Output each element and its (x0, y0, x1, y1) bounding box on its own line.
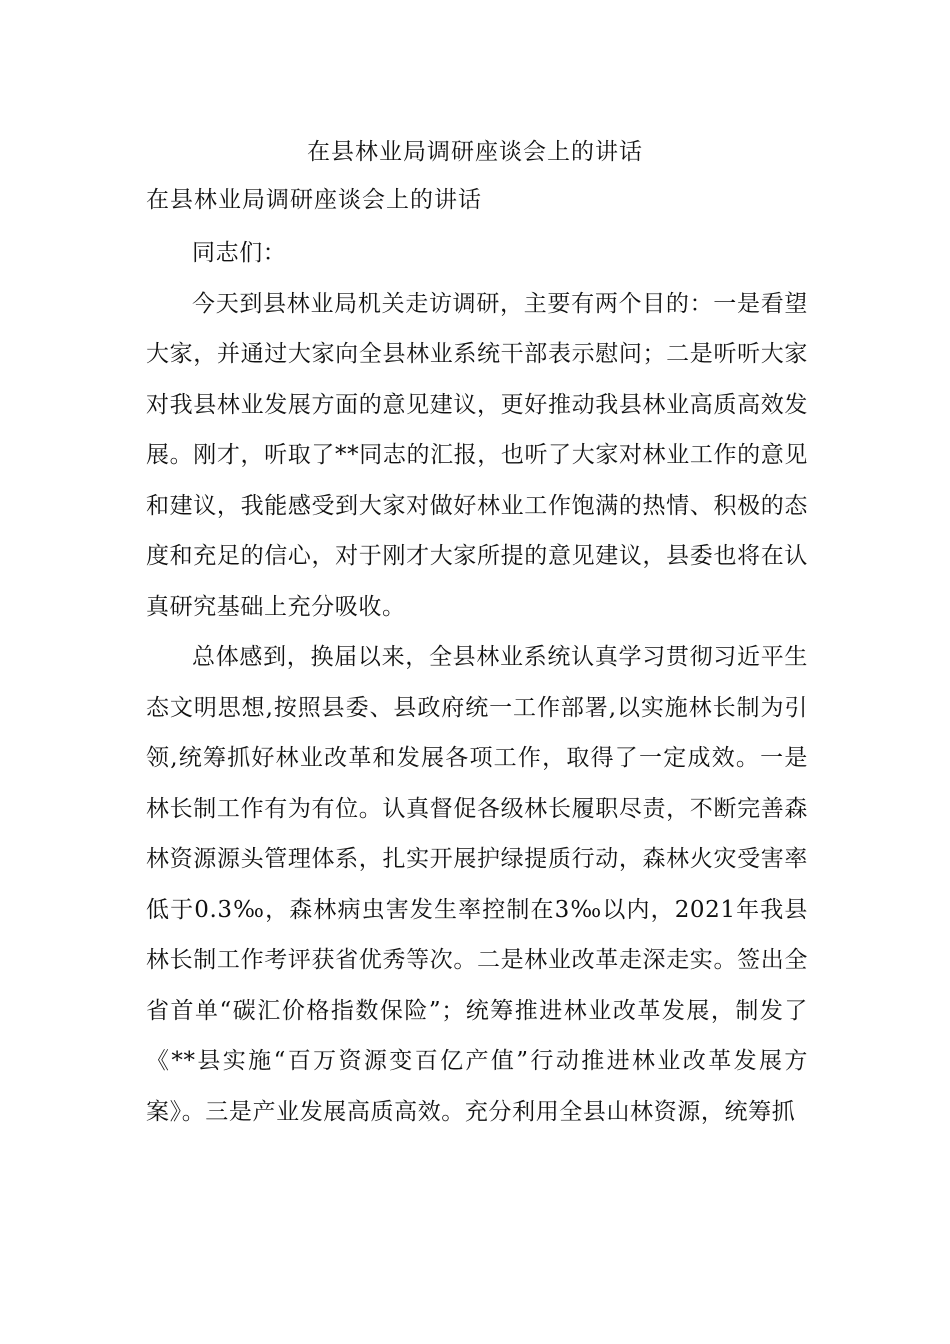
document-body (146, 228, 808, 1137)
salutation: 同志们： (192, 240, 287, 266)
document-subtitle: 在县林业局调研座谈会上的讲话 (146, 187, 482, 213)
body-paragraph: 总体感到，换届以来，全县林业系统认真学习贯彻习近平生态文明思想,按照县委、县政府统一工作部署,以实施林长制为引领,统筹抓好林业改革和发展各项工作，取得了一定成效。一是林长制工作有为有位。认真督促各级林长履职尽责，不断完善森林资源源头管理体系，扎实开展护绿提质行动，森林火灾受害率低于0.3‰，森林病虫害发生率控制在3‰以内，2021年我县林长制工作考评获省优秀等次。二是林业改革走深走实。签出全省首单“碳汇价格指数保险”；统筹推进林业改革发展，制发了《**县实施“百万资源变百亿产值”行动推进林业改革发展方案》。三是产业发展高质高效。充分利用全县山林资源，统筹抓 (146, 644, 808, 1125)
body-paragraph: 今天到县林业局机关走访调研，主要有两个目的：一是看望大家，并通过大家向全县林业系统干部表示慰问；二是听听大家对我县林业发展方面的意见建议，更好推动我县林业高质高效发展。刚才，听取了**同志的汇报，也听了大家对林业工作的意见和建议，我能感受到大家对做好林业工作饱满的热情、积极的态度和充足的信心，对于刚才大家所提的意见建议，县委也将在认真研究基础上充分吸收。 (146, 290, 808, 620)
document-title: 在县林业局调研座谈会上的讲话 (307, 139, 643, 165)
